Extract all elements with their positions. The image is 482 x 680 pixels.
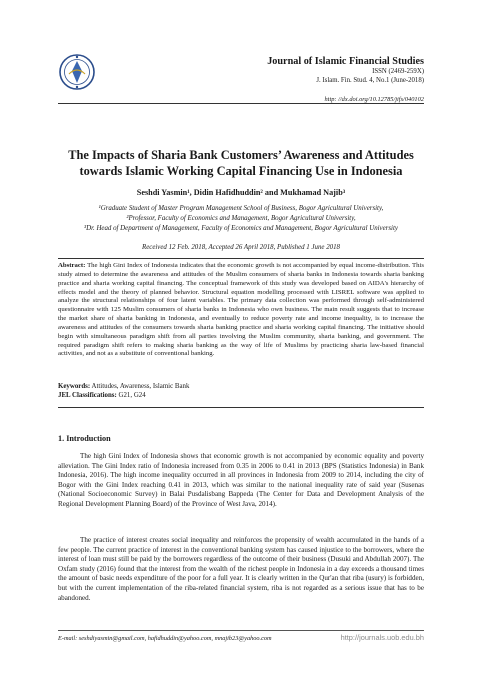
doi-link[interactable]: http: //dx.doi.org/10.12785/jifs/040102 xyxy=(324,96,424,103)
keywords-block xyxy=(58,382,424,400)
issn: ISSN (2469-259X) xyxy=(372,68,424,75)
header-divider xyxy=(58,103,424,104)
keywords-divider xyxy=(58,407,424,408)
intro-paragraph-1: The high Gini Index of Indonesia shows that economic growth is not accompanied by economic equality and poverty alleviation. The Gini Index ratio of Indonesia increased from 0.35 in 2006 to 0.41 in 2013 (BPS (Statistics Indonesia) in Bank Indonesia, 2016). The high income inequality occurred in all provinces in Indonesia from 2009 to 2014, including the city of Bogor with the Gini Index reaching 0.41 in 2013, which was similar to the national inequality rate of said year (Susenas (National Socioeconomic Survey) in Balai Pusdalisbang Bappeda (The Center for Data and Development Analysis of the Regional Development Planning Board) of the Province of West Java, 2014). xyxy=(58,452,424,508)
journal-name: Journal of Islamic Financial Studies xyxy=(267,56,424,67)
citation: J. Islam. Fin. Stud. 4, No.1 (June-2018) xyxy=(316,76,424,84)
journal-url-link[interactable]: http://journals.uob.edu.bh xyxy=(340,633,424,642)
abstract-text: The high Gini Index of Indonesia indicates that the economic growth is not accompanied by equal income-distribution. This study aimed to determine the awareness and attitudes of the Muslim consumers of sharia banks in Indonesia towards sharia banking practice and sharia working capital financing. The conceptual framework of this study was developed based on AIDA's hierarchy of effects model and the theory of planned behavior. Structural equation modelling processed with LISREL software was applied to analyze the structural relationships of four latent variables. The primary data collection was performed through self-administered questionnaire with 125 Muslim consumers of sharia banks in Indonesia who own business. The main result suggests that to increase the market share of sharia banking in Indonesia, and eventually to reduce poverty rate and income inequality, is to increase the awareness and attitudes of the consumers towards sharia banking practice and sharia working capital financing. The initiative should begin with simultaneous paradigm shift from all parties involving the Muslim community, sharia banking, and government. The required paradigm shift refers to making sharia banking as the way of life of Muslims by practicing sharia law-based financial activities, and not as a substitute of conventional banking. xyxy=(58,262,424,358)
affiliation-2: ²Professor, Faculty of Economics and Management, Bogor Agricultural University, xyxy=(126,215,356,223)
abstract-divider xyxy=(58,258,424,259)
keywords-value: Attitudes, Awareness, Islamic Bank xyxy=(91,383,190,390)
intro-paragraph-2: The practice of interest creates social inequality and reinforces the propensity of wealth accumulated in the hands of a few people. The current practice of interest in the conventional banking system has caused injustice to the borrowers, where the interest of loan must still be paid by the borrowers regardless of the outcome of their business (Dusuki and Abdullah 2007). The Oxfam study (2016) found that the interest from the wealth of the richest people in Indonesia in a day exceeds a thousand times the amount of basic needs expenditure of the poor for a full year. It is clearly written in the Qur'an that riba (usury) is forbidden, but with the current implementation of the riba-related financial system, riba is not regarded as a serious issue that has to be abandoned. xyxy=(58,536,424,602)
footer-divider xyxy=(58,630,424,631)
article-title: The Impacts of Sharia Bank Customers’ Awareness and Attitudes towards Islamic Working Capital Financing Use in Indonesia xyxy=(68,148,414,178)
journal-info xyxy=(267,56,424,85)
abstract-label: Abstract: xyxy=(58,262,86,269)
affiliation-3: ³Dr. Head of Department of Management, Faculty of Economics and Management, Bogor Agricultural University xyxy=(84,225,398,233)
received-dates: Received 12 Feb. 2018, Accepted 26 April 2018, Published 1 June 2018 xyxy=(142,244,340,251)
abstract xyxy=(58,262,424,359)
section-heading: 1. Introduction xyxy=(58,434,111,443)
jel-label: JEL Classifications: xyxy=(58,392,117,399)
authors: Seshdi Yasmin¹, Didin Hafidhuddin² and Mukhamad Najib³ xyxy=(136,188,346,197)
affiliations xyxy=(58,204,424,235)
jel-value: G21, G24 xyxy=(118,392,146,399)
author-emails: E-mail: seshdiyasmin@gmail.com, hafidhuddin@yahoo.com, mnajib23@yahoo.com xyxy=(58,635,272,642)
keywords-label: Keywords: xyxy=(58,383,91,390)
university-logo-icon xyxy=(58,52,96,92)
affiliation-1: ¹Graduate Student of Master Program Management School of Business, Bogor Agricultural University, xyxy=(98,205,384,212)
